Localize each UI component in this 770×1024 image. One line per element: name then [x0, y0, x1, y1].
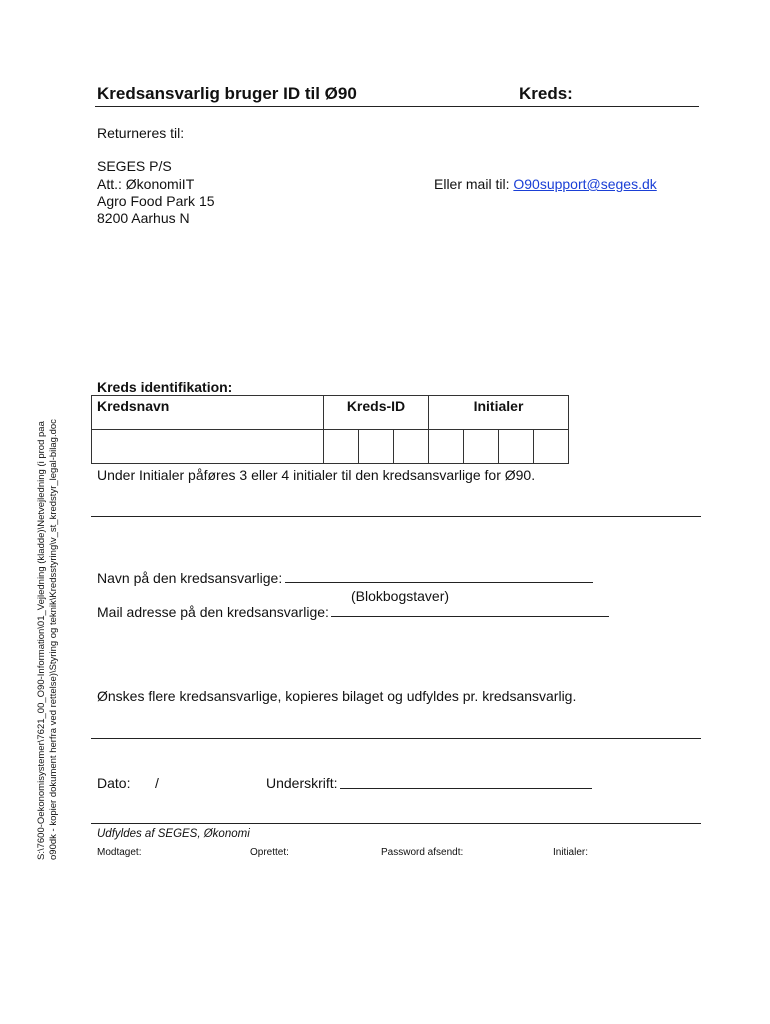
signature-label: Underskrift:: [266, 775, 338, 791]
identification-table: [91, 395, 569, 464]
col-initialer: Initialer: [429, 396, 569, 430]
received-label: Modtaget:: [97, 847, 142, 858]
signature-line[interactable]: [340, 788, 592, 789]
initial-box[interactable]: [499, 430, 534, 464]
identification-heading: Kreds identifikation:: [97, 379, 233, 395]
col-kreds-id: Kreds-ID: [324, 396, 429, 430]
initial-box[interactable]: [429, 430, 464, 464]
kreds-id-box[interactable]: [394, 430, 429, 464]
address-line: Agro Food Park 15: [97, 193, 215, 209]
address-line: Att.: ØkonomiIT: [97, 176, 195, 192]
kredsnavn-cell[interactable]: [92, 430, 324, 464]
page-title: Kredsansvarlig bruger ID til Ø90: [97, 84, 357, 103]
name-field-line[interactable]: [285, 582, 593, 583]
kreds-label: Kreds:: [519, 84, 573, 103]
support-email-link[interactable]: O90support@seges.dk: [513, 176, 657, 192]
date-label: Dato:: [97, 775, 131, 791]
file-path-line: o90dk - kopier dokument herfra ved rettelse)\Styring og teknik\Kredsstyring\v_st_kredstyr_legal-bilag.doc: [48, 419, 59, 860]
file-path-line: S:\7600-Oekonomisystemer\7621_00_O90-Information\01_Vejledning (kladde)\Netvejledning (i prod paa: [36, 421, 47, 860]
initials-note: Under Initialer påføres 3 eller 4 initialer til den kredsansvarlige for Ø90.: [97, 467, 536, 483]
address-line: SEGES P/S: [97, 158, 172, 174]
password-sent-label: Password afsendt:: [381, 847, 464, 858]
initial-box[interactable]: [534, 430, 569, 464]
initial-box[interactable]: [464, 430, 499, 464]
mail-line: [434, 175, 657, 193]
mail-field-line[interactable]: [331, 616, 609, 617]
col-kredsnavn: Kredsnavn: [92, 396, 324, 430]
date-separator: /: [155, 775, 159, 791]
office-use-heading: Udfyldes af SEGES, Økonomi: [97, 828, 250, 840]
initials-label: Initialer:: [553, 847, 589, 858]
file-path-footer: [36, 419, 60, 860]
kreds-id-box[interactable]: [359, 430, 394, 464]
created-label: Oprettet:: [250, 847, 289, 858]
mail-prefix: Eller mail til:: [434, 176, 514, 192]
address-line: 8200 Aarhus N: [97, 210, 190, 226]
block-letters-hint: (Blokbogstaver): [351, 588, 450, 604]
return-label: Returneres til:: [97, 125, 185, 141]
more-responsible-note: Ønskes flere kredsansvarlige, kopieres bilaget og udfyldes pr. kredsansvarlig.: [97, 688, 577, 704]
section-divider: [91, 738, 701, 739]
kreds-id-box[interactable]: [324, 430, 359, 464]
section-divider: [91, 516, 701, 517]
mail-label: Mail adresse på den kredsansvarlige:: [97, 604, 329, 620]
header-rule: [95, 106, 699, 107]
name-label: Navn på den kredsansvarlige:: [97, 570, 283, 586]
section-divider: [91, 823, 701, 824]
